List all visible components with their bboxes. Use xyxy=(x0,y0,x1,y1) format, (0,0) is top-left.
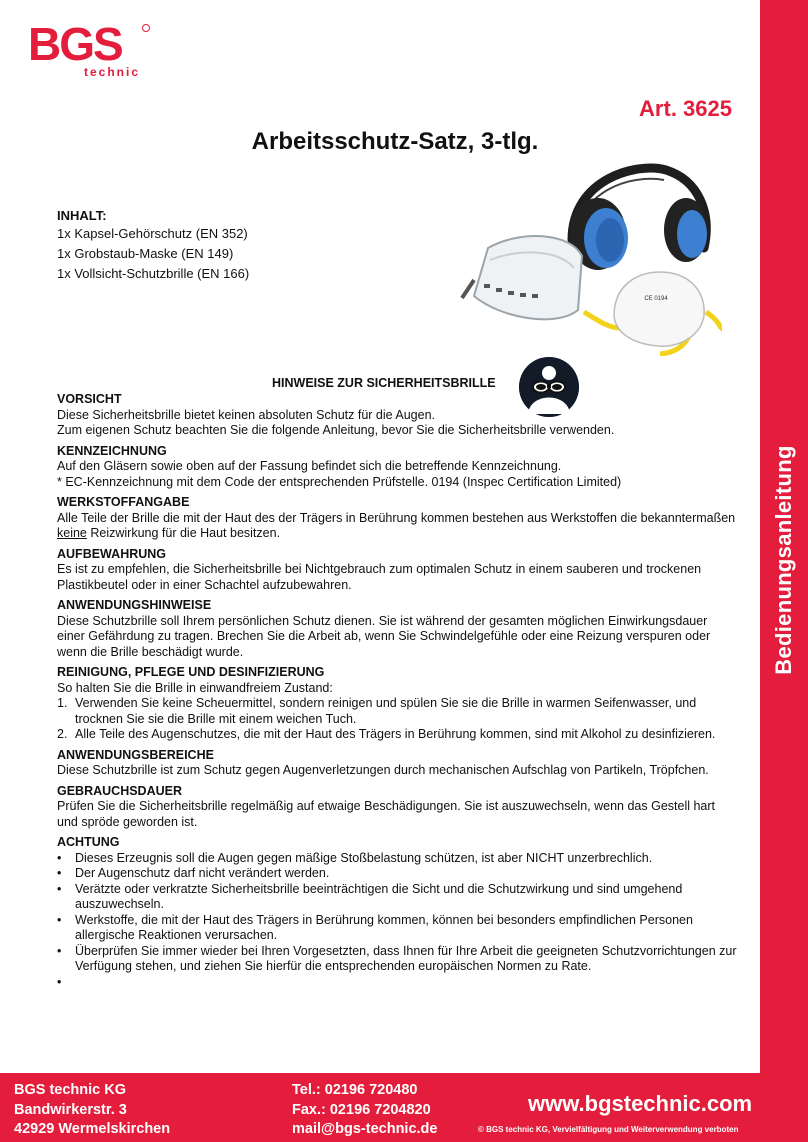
footer-copyright: © BGS technic KG, Vervielfältigung und Weiterverwendung verboten xyxy=(478,1125,739,1134)
bullet-list xyxy=(57,851,737,991)
list-item xyxy=(57,975,737,991)
list-text: Werkstoffe, die mit der Haut des Trägers in Berührung kommen, können bei besonders empfindlichen Personen allergische Reaktionen verursachen. xyxy=(75,912,693,942)
logo-text: BGS xyxy=(28,18,122,70)
mask-print: CE 0194 xyxy=(644,296,668,302)
heading-achtung: ACHTUNG xyxy=(57,835,120,849)
footer xyxy=(0,1073,808,1142)
paragraph: * EC-Kennzeichnung mit dem Code der entsprechenden Prüfstelle. 0194 (Inspec Certification Limited) xyxy=(57,474,622,489)
contents-block xyxy=(57,208,249,284)
heading-vorsicht: VORSICHT xyxy=(57,392,122,406)
contents-item: 1x Kapsel-Gehörschutz (EN 352) xyxy=(57,226,248,241)
footer-street: Bandwirkerstr. 3 xyxy=(14,1101,127,1118)
footer-address xyxy=(14,1081,170,1140)
list-text: Verwenden Sie keine Scheuermittel, sondern reinigen und spülen Sie sie die Brille in warmen Seifenwasser, und trocknen Sie sie die Brille mit einem weichen Tuch. xyxy=(75,696,697,726)
list-text: Überprüfen Sie immer wieder bei Ihren Vorgesetzten, dass Ihnen für Ihre Arbeit die geeigneten Schutzvorrichtungen zur Verfügung stehen, und ziehen Sie hierfür die entsprechenden europäischen Normen zu Rate. xyxy=(75,943,737,973)
heading-aufbewahrung: AUFBEWAHRUNG xyxy=(57,546,167,561)
underlined-word: keine xyxy=(57,526,87,540)
paragraph: Diese Schutzbrille soll Ihrem persönlichen Schutz dienen. Sie ist während der gesamten möglichen Einwirkungsdauer einer Gefährdung zu tragen. Brechen Sie die Arbeit ab, wenn Sie Schwindelgefühle oder eine Reizung verspuren oder wenn die Brille beschädigt wurde. xyxy=(57,613,711,659)
paragraph: Zum eigenen Schutz beachten Sie die folgende Anleitung, bevor Sie die Sicherheitsbrille verwenden. xyxy=(57,423,615,437)
numbered-list xyxy=(57,696,737,743)
paragraph: Diese Sicherheitsbrille bietet keinen absoluten Schutz für die Augen. xyxy=(57,407,436,422)
bullet-icon: • xyxy=(57,850,62,865)
footer-city: 42929 Wermelskirchen xyxy=(14,1121,171,1137)
heading-anwendungsbereiche: ANWENDUNGSBEREICHE xyxy=(57,747,214,762)
bgs-logo xyxy=(28,18,153,80)
section-title: HINWEISE ZUR SICHERHEITSBRILLE xyxy=(272,376,496,390)
list-number: 1. xyxy=(57,696,68,710)
paragraph: Auf den Gläsern sowie oben auf der Fassung befindet sich die betreffende Kennzeichnung. xyxy=(57,459,562,473)
paragraph: So halten Sie die Brille in einwandfreiem Zustand: xyxy=(57,680,333,695)
list-text: Alle Teile des Augenschutzes, die mit der Haut des Trägers in Berührung kommen, sind mit Alkohol zu desinfizieren. xyxy=(75,727,716,741)
side-label: Bedienungsanleitung xyxy=(771,445,796,675)
contents-item: 1x Grobstaub-Maske (EN 149) xyxy=(57,246,234,261)
logo-subtext: technic xyxy=(84,65,141,79)
footer-contact xyxy=(292,1081,437,1140)
bullet-icon: • xyxy=(57,881,62,896)
list-item xyxy=(57,882,737,913)
list-item xyxy=(57,696,737,727)
dust-mask-illustration xyxy=(584,272,720,354)
paragraph xyxy=(57,511,737,542)
contents-item: 1x Vollsicht-Schutzbrille (EN 166) xyxy=(57,266,250,281)
heading-kennzeichnung: KENNZEICHNUNG xyxy=(57,443,167,458)
list-text: Der Augenschutz darf nicht verändert werden. xyxy=(75,866,330,880)
list-item xyxy=(57,727,737,743)
page-title: Arbeitsschutz-Satz, 3-tlg. xyxy=(251,128,539,155)
footer-mail[interactable]: mail@bgs-technic.de xyxy=(292,1121,438,1137)
registered-mark-icon xyxy=(143,25,150,32)
earmuff-illustration xyxy=(570,168,708,270)
list-item xyxy=(57,851,737,867)
paragraph: Prüfen Sie die Sicherheitsbrille regelmäßig auf etwaige Beschädigungen. Sie ist auszuwechseln, wenn das Gestell hart und spröde geworden ist. xyxy=(57,799,716,829)
list-item xyxy=(57,913,737,944)
list-item xyxy=(57,866,737,882)
instructions-body xyxy=(57,392,737,990)
contents-heading: INHALT: xyxy=(57,208,107,223)
bullet-icon: • xyxy=(57,912,62,927)
heading-gebrauchsdauer: GEBRAUCHSDAUER xyxy=(57,783,183,798)
paragraph: Es ist zu empfehlen, die Sicherheitsbrille bei Nichtgebrauch zum optimalen Schutz in einem sauberen und trockenen Plastikbeutel oder in einer Schachtel aufzubewahren. xyxy=(57,562,702,592)
heading-reinigung: REINIGUNG, PFLEGE UND DESINFIZIERUNG xyxy=(57,665,325,679)
text-segment: Reizwirkung für die Haut besitzen. xyxy=(86,526,281,540)
paragraph: Diese Schutzbrille ist zum Schutz gegen Augenverletzungen durch mechanischen Aufschlag von Partikeln, Tröpfchen. xyxy=(57,763,709,777)
product-image xyxy=(460,160,722,356)
text-segment: Alle Teile der Brille die mit der Haut des der Trägers in Berührung kommen bestehen aus Werkstoffen die bekanntermaßen xyxy=(57,510,736,525)
bullet-icon: • xyxy=(57,943,62,958)
footer-tel: Tel.: 02196 720480 xyxy=(292,1082,418,1098)
list-text: Dieses Erzeugnis soll die Augen gegen mäßige Stoßbelastung schützen, ist aber NICHT unzerbrechlich. xyxy=(75,850,653,865)
heading-anwendungshinweise: ANWENDUNGSHINWEISE xyxy=(57,598,212,612)
footer-website[interactable]: www.bgstechnic.com xyxy=(528,1091,753,1116)
list-text: Verätzte oder verkratzte Sicherheitsbrille beeinträchtigen die Sicht und die Schutzwirkung und sind umgehend auszuwechseln. xyxy=(75,881,683,911)
bullet-icon: • xyxy=(57,974,62,989)
list-item xyxy=(57,944,737,975)
footer-fax: Fax.: 02196 7204820 xyxy=(292,1101,431,1118)
list-number: 2. xyxy=(57,727,68,741)
bullet-icon: • xyxy=(57,866,62,880)
footer-company: BGS technic KG xyxy=(14,1082,126,1098)
article-number: Art. 3625 xyxy=(639,96,732,121)
heading-werkstoffangabe: WERKSTOFFANGABE xyxy=(57,495,190,509)
goggles-illustration xyxy=(462,236,582,319)
